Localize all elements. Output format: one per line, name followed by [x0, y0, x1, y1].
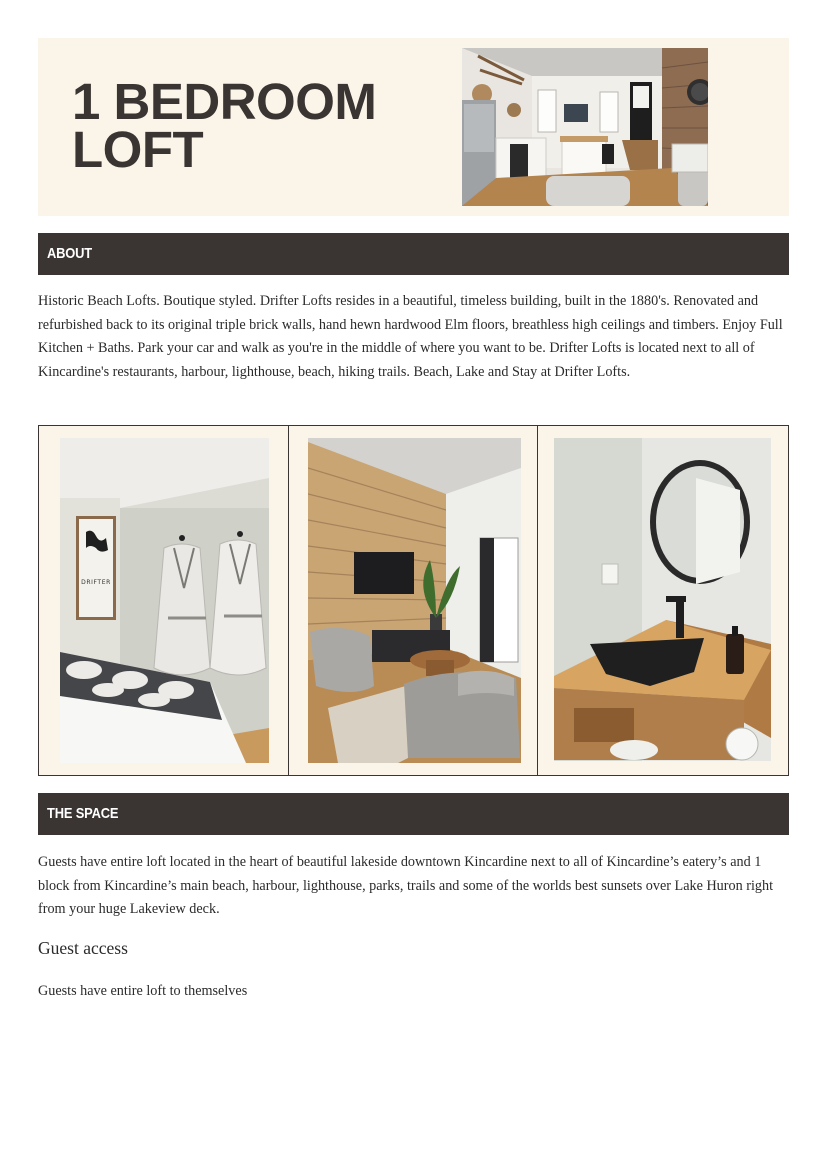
poster-label: DRIFTER [81, 579, 111, 586]
gallery-cell-bathroom [537, 426, 789, 775]
loft-kitchen-photo [462, 48, 708, 206]
space-heading: THE SPACE [47, 805, 119, 822]
space-section-header [38, 793, 789, 835]
hero-banner [38, 38, 789, 216]
space-description: Guests have entire loft located in the heart of beautiful lakeside downtown Kincardine next to all of Kincardine’s eatery’s and 1 block from Kincardine’s main beach, harbour, lighthouse, parks, trails and some of the worlds best sunsets over Lake Huron right from your huge Lakeview deck. [38, 854, 774, 918]
gallery-cell-living-room [288, 426, 538, 775]
living-room-brick-photo [308, 438, 521, 763]
guest-access-description: Guests have entire loft to themselves [38, 983, 248, 999]
gallery-cell-bedroom [39, 426, 288, 775]
about-section-header [38, 233, 789, 275]
bathroom-vanity-photo [554, 438, 771, 761]
bedroom-robes-photo [60, 438, 269, 763]
listing-title: 1 BEDROOM LOFT [72, 73, 377, 178]
about-description: Historic Beach Lofts. Boutique styled. Drifter Lofts resides in a beautiful, timeless building, built in the 1880's. Renovated and refurbished back to its original triple brick walls, hand hewn hardwood Elm floors, breathless high ceilings and timbers. Enjoy Full Kitchen + Baths. Park your car and walk as you're in the middle of where you want to be. Drifter Lofts is located next to all of Kincardine's restaurants, harbour, lighthouse, beach, hiking trails. Beach, Lake and Stay at Drifter Lofts. [38, 293, 783, 380]
guest-access-heading: Guest access [38, 938, 128, 958]
photo-gallery [38, 425, 789, 776]
about-heading: ABOUT [47, 245, 93, 262]
